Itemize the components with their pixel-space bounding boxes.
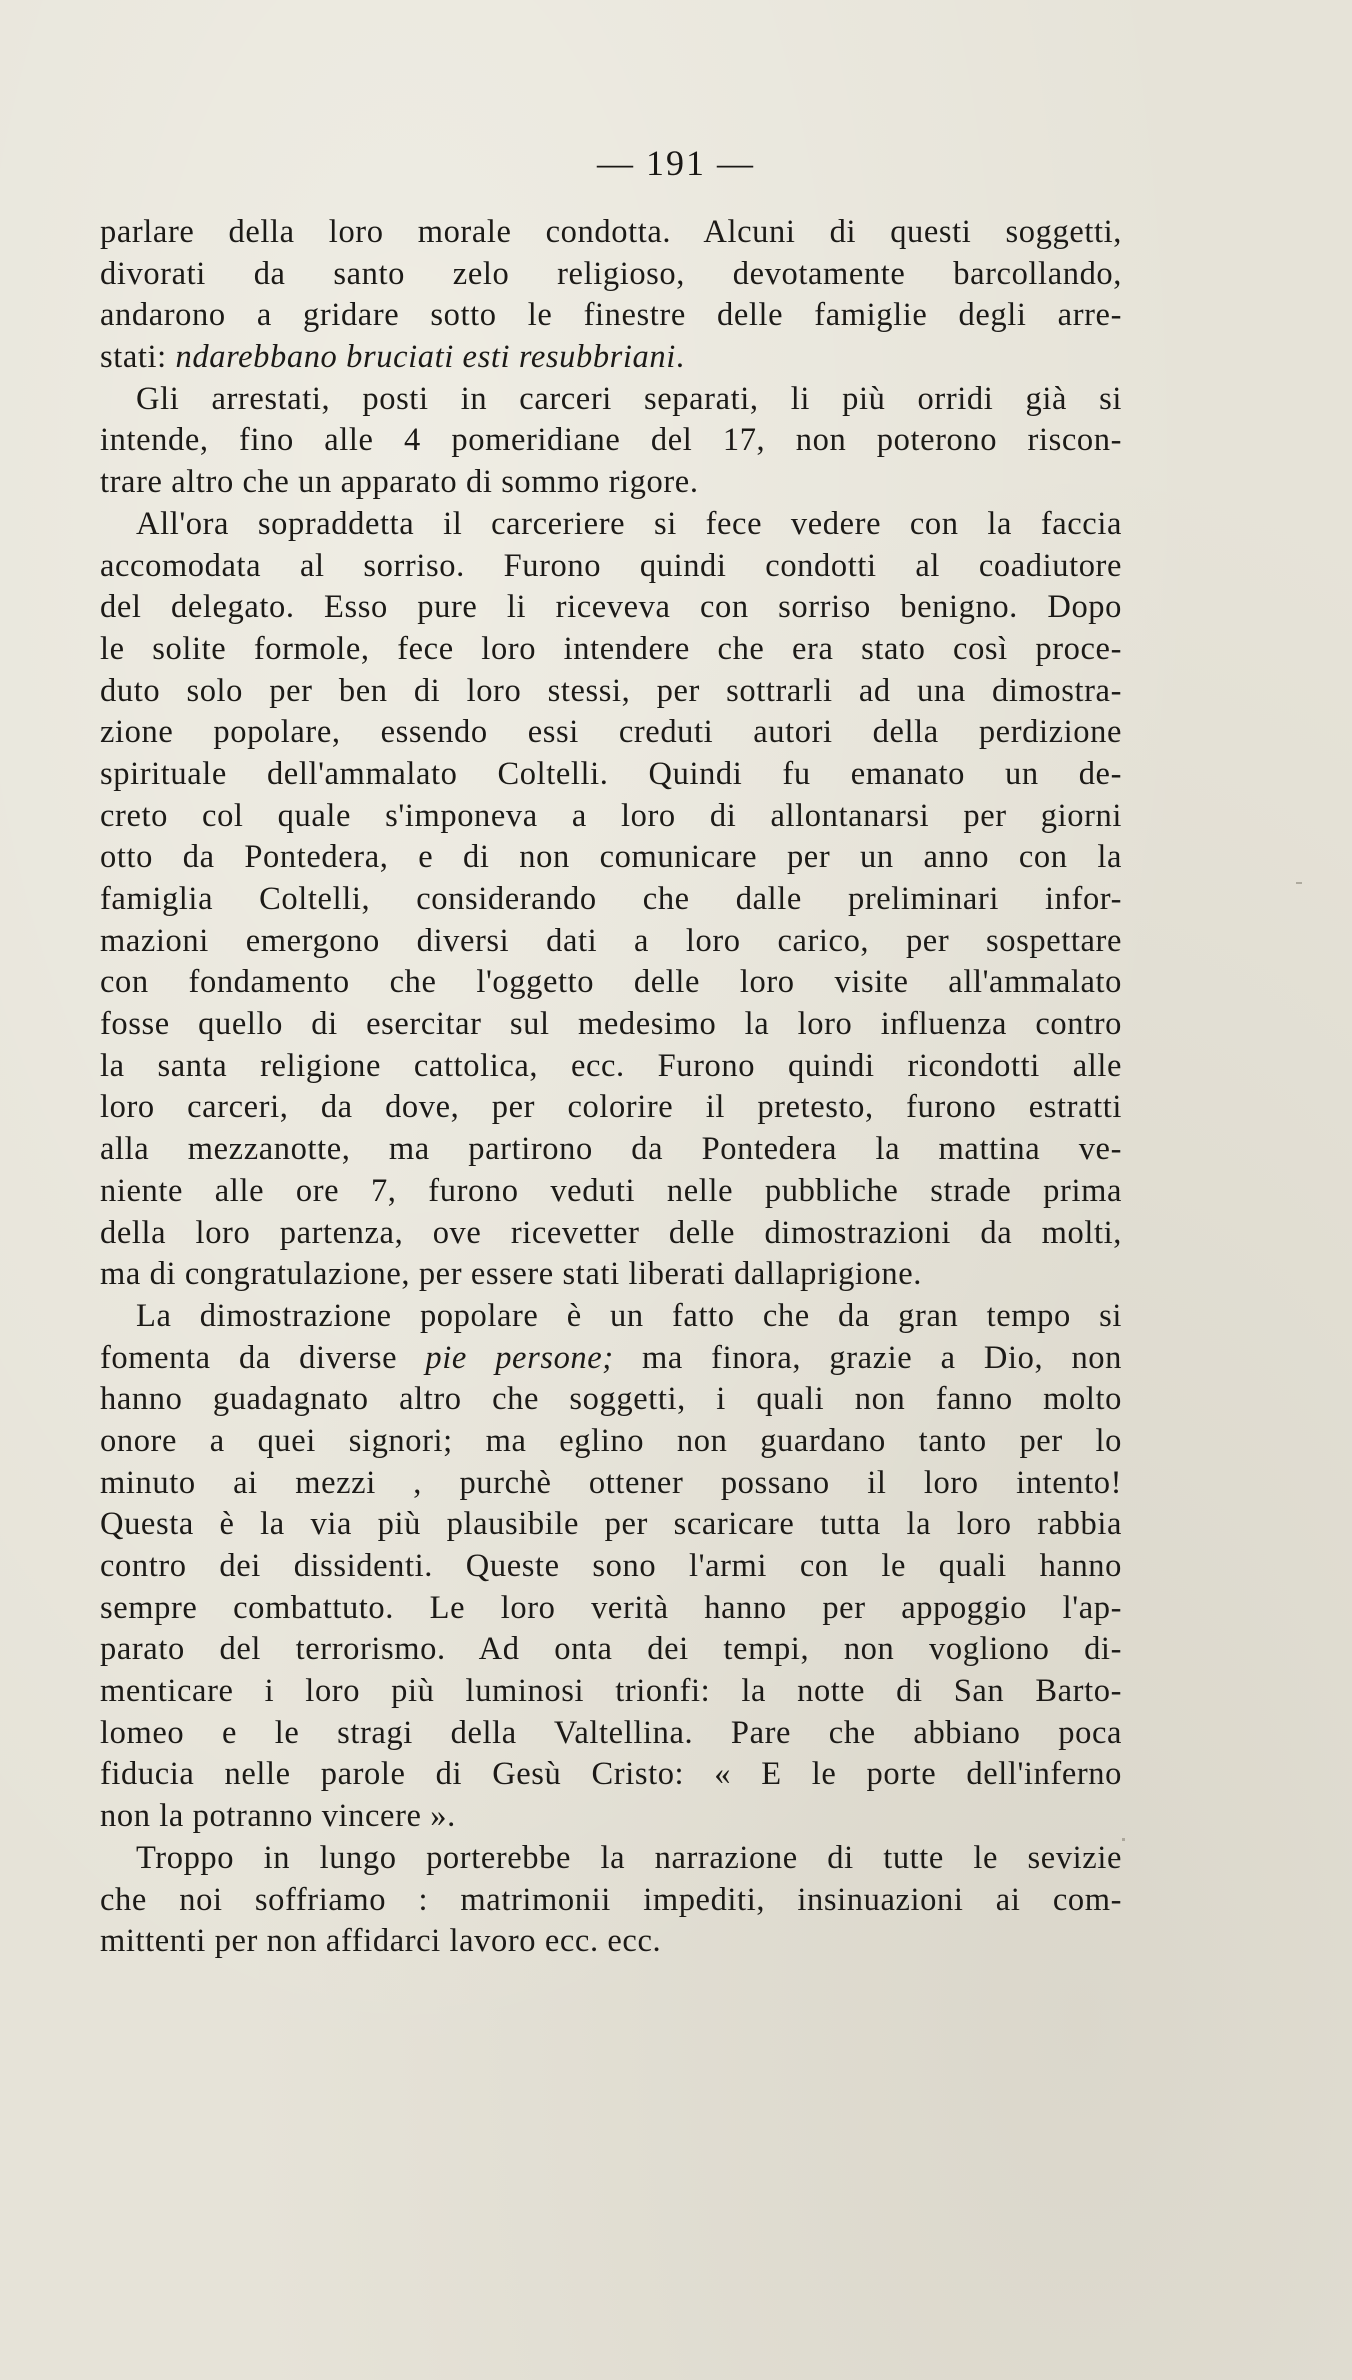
text-line <box>100 962 1122 1004</box>
text-segment: sempre combattuto. Le loro verità hanno per appoggio l'ap- <box>100 1589 1122 1626</box>
text-line <box>100 1046 1122 1088</box>
text-segment: del delegato. Esso pure li riceveva con sorriso benigno. Dopo <box>100 589 1122 626</box>
text-segment: niente alle ore 7, furono veduti nelle pubbliche strade prima <box>100 1172 1122 1209</box>
text-line <box>100 1421 1122 1463</box>
paper-speck <box>1296 882 1302 884</box>
page-number: — 191 — <box>597 143 755 183</box>
text-line <box>100 1880 1122 1922</box>
text-line <box>100 921 1122 963</box>
text-segment: mittenti per non affidarci lavoro ecc. ecc. <box>100 1923 662 1960</box>
text-segment: la santa religione cattolica, ecc. Furono quindi ricondotti alle <box>100 1047 1122 1084</box>
text-segment: alla mezzanotte, ma partirono da Pontedera la mattina ve- <box>100 1131 1122 1168</box>
text-segment: lomeo e le stragi della Valtellina. Pare che abbiano poca <box>100 1714 1122 1751</box>
text-line <box>100 1504 1122 1546</box>
text-segment: divorati da santo zelo religioso, devotamente barcollando, <box>100 255 1122 292</box>
text-line <box>100 1213 1122 1255</box>
text-segment: spirituale dell'ammalato Coltelli. Quindi fu emanato un de- <box>100 755 1122 792</box>
text-line <box>100 754 1122 796</box>
text-line <box>100 1463 1122 1505</box>
text-line <box>100 1296 1122 1338</box>
text-line <box>100 420 1122 462</box>
text-line <box>100 1087 1122 1129</box>
text-segment: All'ora sopraddetta il carceriere si fece vedere con la faccia <box>136 505 1122 542</box>
text-segment: stati: <box>100 339 176 376</box>
text-line <box>100 1546 1122 1588</box>
text-segment: ma di congratulazione, per essere stati liberati dallaprigione. <box>100 1256 923 1293</box>
paper-speck <box>1122 1838 1125 1841</box>
text-segment: minuto ai mezzi , purchè ottener possano il loro intento! <box>100 1464 1122 1501</box>
text-segment: duto solo per ben di loro stessi, per sottrarli ad una dimostra- <box>100 672 1122 709</box>
text-line <box>100 337 1122 379</box>
text-line <box>100 837 1122 879</box>
text-line <box>100 796 1122 838</box>
text-line <box>100 1171 1122 1213</box>
text-line <box>100 254 1122 296</box>
text-segment: mazioni emergono diversi dati a loro carico, per sospettare <box>100 922 1122 959</box>
text-line <box>100 1629 1122 1671</box>
body-text <box>100 212 1122 1963</box>
text-segment: contro dei dissidenti. Queste sono l'armi con le quali hanno <box>100 1548 1122 1584</box>
text-line <box>100 462 1122 504</box>
text-line <box>100 1004 1122 1046</box>
text-line <box>100 1129 1122 1171</box>
text-segment: che noi soffriamo : matrimonii impediti, insinuazioni ai com- <box>100 1881 1122 1918</box>
text-line <box>100 1713 1122 1755</box>
text-line <box>100 1379 1122 1421</box>
text-segment: loro carceri, da dove, per colorire il pretesto, furono estratti <box>100 1089 1122 1126</box>
text-line <box>100 879 1122 921</box>
text-segment: fomenta da diverse <box>100 1339 426 1376</box>
text-segment: con fondamento che l'oggetto delle loro visite all'ammalato <box>100 964 1122 1001</box>
text-segment: Gli arrestati, posti in carceri separati, li più orridi già si <box>136 380 1122 417</box>
text-segment: parato del terrorismo. Ad onta dei tempi, non vogliono di- <box>100 1631 1122 1668</box>
text-line <box>100 1754 1122 1796</box>
text-segment: Questa è la via più plausibile per scaricare tutta la loro rabbia <box>100 1506 1122 1543</box>
text-segment: non la potranno vincere ». <box>100 1798 456 1835</box>
text-segment: fiducia nelle parole di Gesù Cristo: « E le porte dell'inferno <box>100 1756 1122 1793</box>
italic-text-segment: ndarebbano bruciati esti resubbriani <box>175 339 676 376</box>
text-segment: famiglia Coltelli, considerando che dalle preliminari infor- <box>100 881 1122 917</box>
text-line <box>100 712 1122 754</box>
text-segment: menticare i loro più luminosi trionfi: la notte di San Barto- <box>100 1673 1122 1710</box>
text-line <box>100 1838 1122 1880</box>
text-line <box>100 1588 1122 1630</box>
text-segment: onore a quei signori; ma eglino non guardano tanto per lo <box>100 1422 1122 1459</box>
text-segment: intende, fino alle 4 pomeridiane del 17, non poterono riscon- <box>100 422 1122 459</box>
text-line <box>100 1671 1122 1713</box>
text-line <box>100 629 1122 671</box>
text-line <box>100 671 1122 713</box>
text-line <box>100 1796 1122 1838</box>
text-segment: . <box>675 339 685 376</box>
text-segment: zione popolare, essendo essi creduti autori della perdizione <box>100 714 1122 751</box>
text-segment: andarono a gridare sotto le finestre delle famiglie degli arre- <box>100 297 1122 334</box>
text-line <box>100 587 1122 629</box>
text-line <box>100 1338 1122 1380</box>
text-segment: della loro partenza, ove ricevetter delle dimostrazioni da molti, <box>100 1214 1122 1251</box>
text-segment: accomodata al sorriso. Furono quindi condotti al coadiutore <box>100 547 1122 584</box>
text-segment: otto da Pontedera, e di non comunicare per un anno con la <box>100 839 1122 876</box>
text-segment: ma finora, grazie a Dio, non <box>613 1339 1122 1376</box>
text-segment: hanno guadagnato altro che soggetti, i quali non fanno molto <box>100 1381 1122 1418</box>
text-line <box>100 212 1122 254</box>
text-line <box>100 546 1122 588</box>
text-segment: creto col quale s'imponeva a loro di allontanarsi per giorni <box>100 797 1122 834</box>
text-segment: Troppo in lungo porterebbe la narrazione di tutte le sevizie <box>136 1839 1122 1876</box>
text-line <box>100 1921 1122 1963</box>
italic-text-segment: pie persone; <box>425 1339 614 1376</box>
text-segment: le solite formole, fece loro intendere che era stato così proce- <box>100 630 1122 667</box>
text-segment: La dimostrazione popolare è un fatto che da gran tempo si <box>136 1297 1122 1334</box>
text-line <box>100 295 1122 337</box>
text-line <box>100 504 1122 546</box>
text-segment: trare altro che un apparato di sommo rigore. <box>100 464 699 501</box>
text-segment: fosse quello di esercitar sul medesimo la loro influenza contro <box>100 1006 1122 1043</box>
text-line <box>100 379 1122 421</box>
text-segment: parlare della loro morale condotta. Alcuni di questi soggetti, <box>100 214 1122 250</box>
text-line <box>100 1254 1122 1296</box>
